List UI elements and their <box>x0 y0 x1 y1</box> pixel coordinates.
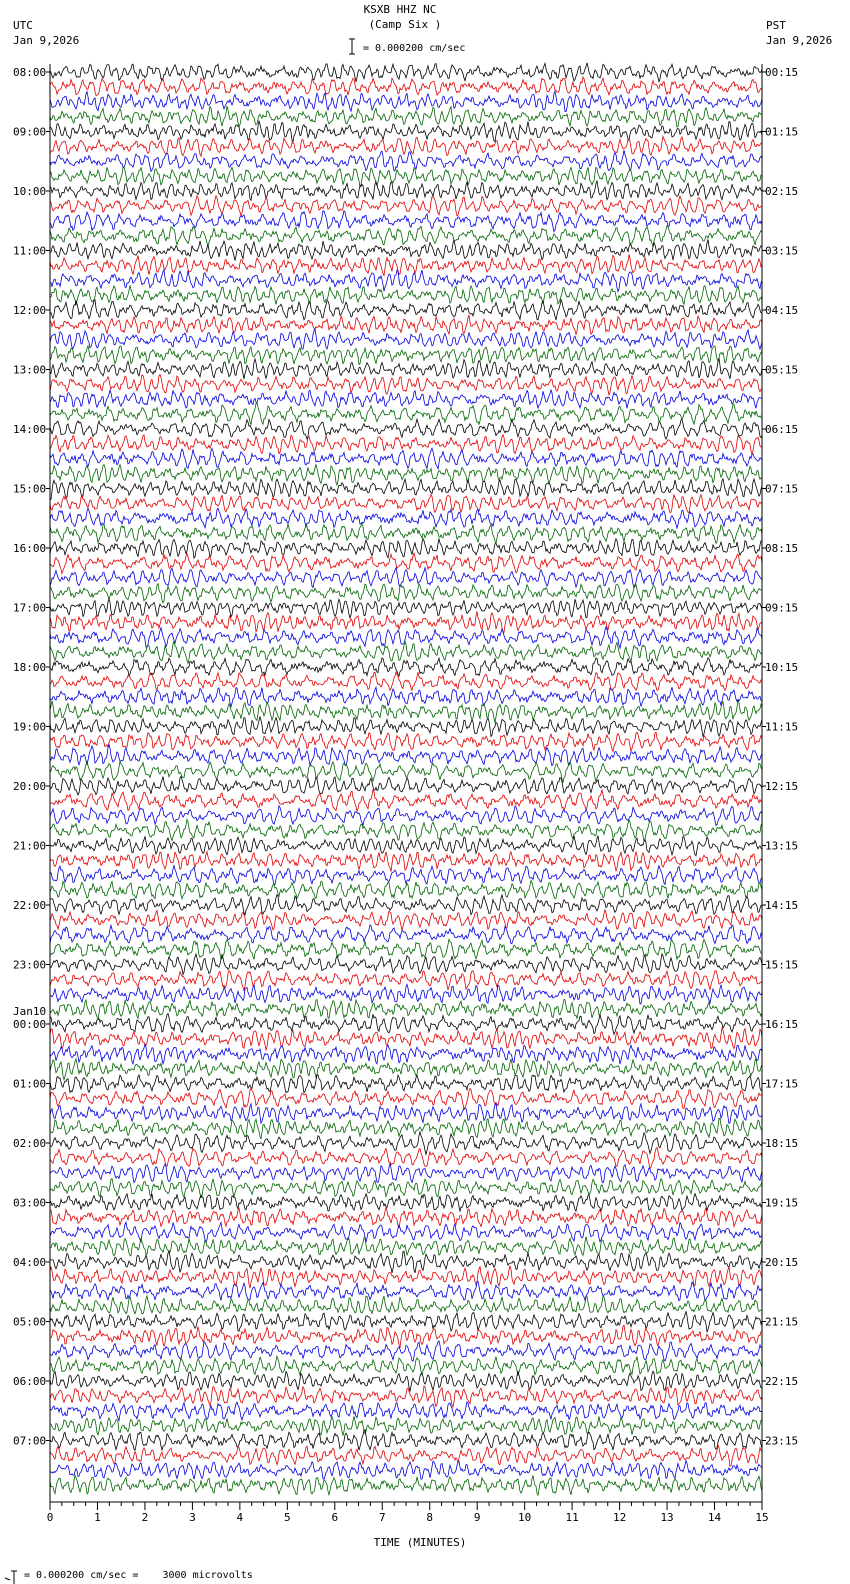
x-tick-label: 14 <box>707 1511 722 1524</box>
utc-hour-label: 07:00 <box>13 1434 47 1448</box>
right-date: Jan 9,2026 <box>766 34 833 47</box>
pst-hour-label: 15:15 <box>765 958 799 972</box>
trace-line <box>50 150 762 171</box>
utc-hour-label: 21:00 <box>13 839 47 853</box>
trace-line <box>50 954 762 975</box>
trace-line <box>50 1208 762 1228</box>
x-tick-label: 0 <box>46 1511 54 1524</box>
pst-hour-label: 03:15 <box>765 244 799 258</box>
trace-line <box>50 1371 762 1391</box>
trace-line <box>50 939 762 959</box>
trace-line <box>50 1416 762 1435</box>
trace-line <box>50 1312 762 1333</box>
utc-hour-label: 17:00 <box>13 601 47 615</box>
trace-line <box>50 315 762 334</box>
utc-hour-label: 11:00 <box>13 244 47 258</box>
trace-line <box>50 1356 762 1375</box>
x-tick-label: 9 <box>473 1511 481 1524</box>
trace-line <box>50 419 762 439</box>
trace-line <box>50 820 762 842</box>
trace-line <box>50 1266 762 1288</box>
trace-line <box>50 254 762 275</box>
trace-line <box>50 1461 762 1480</box>
utc-hour-label: 04:00 <box>13 1256 47 1269</box>
pst-hour-label: 04:15 <box>765 304 799 317</box>
trace-line <box>50 1163 762 1183</box>
pst-hour-label: 06:15 <box>765 423 799 436</box>
x-tick-label: 12 <box>612 1511 627 1524</box>
utc-hour-label: 00:00 <box>13 1018 47 1031</box>
trace-line <box>50 1179 762 1198</box>
trace-line <box>50 761 762 783</box>
pst-hour-label: 09:15 <box>765 601 799 615</box>
trace-line <box>50 836 762 856</box>
station-title: KSXB HHZ NC <box>363 3 437 16</box>
pst-hour-label: 08:15 <box>765 542 799 555</box>
pst-hour-label: 20:15 <box>765 1256 799 1269</box>
x-tick-label: 4 <box>236 1511 244 1524</box>
utc-hour-label: 15:00 <box>13 482 47 496</box>
trace-line <box>50 1194 762 1212</box>
x-tick-label: 15 <box>755 1511 769 1524</box>
x-tick-label: 8 <box>426 1511 434 1524</box>
trace-line <box>50 196 762 217</box>
utc-hour-label: 22:00 <box>13 899 47 912</box>
pst-hour-label: 21:15 <box>765 1315 799 1329</box>
trace-line <box>50 226 762 246</box>
trace-line <box>50 435 762 455</box>
x-tick-label: 5 <box>284 1511 291 1524</box>
trace-line <box>50 539 762 559</box>
trace-line <box>50 479 762 499</box>
trace-line <box>50 658 762 676</box>
right-timezone: PST <box>766 19 786 32</box>
x-tick-label: 3 <box>189 1511 196 1524</box>
scale-text: = 0.000200 cm/sec <box>363 43 466 54</box>
left-timezone: UTC <box>13 19 33 32</box>
x-tick-label: 1 <box>94 1511 101 1524</box>
trace-line <box>50 584 762 603</box>
pst-hour-label: 12:15 <box>765 780 799 793</box>
trace-line <box>50 63 762 82</box>
utc-hour-label: 18:00 <box>13 661 47 674</box>
utc-hour-label: 12:00 <box>13 304 47 317</box>
pst-hour-label: 23:15 <box>765 1434 799 1448</box>
pst-hour-label: 10:15 <box>765 661 799 674</box>
x-tick-label: 11 <box>565 1511 579 1524</box>
calibration-text: = 0.000200 cm/sec = 3000 microvolts <box>24 1570 253 1581</box>
pst-hour-label: 01:15 <box>765 125 799 139</box>
pst-hour-label: 13:15 <box>765 839 799 853</box>
utc-hour-label: 03:00 <box>13 1196 47 1210</box>
trace-line <box>50 91 762 111</box>
trace-line <box>50 523 762 543</box>
utc-hour-label: 09:00 <box>13 125 47 139</box>
utc-hour-label: 01:00 <box>13 1077 47 1091</box>
trace-line <box>50 641 762 664</box>
trace-line <box>50 553 762 573</box>
pst-hour-label: 16:15 <box>765 1018 799 1031</box>
trace-line <box>50 508 762 528</box>
trace-line <box>50 1044 762 1064</box>
trace-line <box>50 999 762 1019</box>
trace-line <box>50 1089 762 1110</box>
trace-line <box>50 745 762 766</box>
pst-hour-label: 00:15 <box>765 66 799 79</box>
trace-line <box>50 1103 762 1124</box>
trace-line <box>50 448 762 468</box>
trace-line <box>50 1445 762 1466</box>
utc-hour-label: 16:00 <box>13 542 47 555</box>
pst-hour-label: 18:15 <box>765 1137 799 1150</box>
trace-line <box>50 300 762 321</box>
trace-line <box>50 1402 762 1421</box>
x-tick-label: 2 <box>141 1511 149 1524</box>
trace-line <box>50 1118 762 1139</box>
utc-hour-label: 20:00 <box>13 780 47 793</box>
x-tick-label: 10 <box>518 1511 532 1524</box>
pst-hour-label: 17:15 <box>765 1077 799 1091</box>
trace-line <box>50 1014 762 1035</box>
scale-bar-icon <box>349 39 355 54</box>
utc-hour-label: 10:00 <box>13 185 47 198</box>
pst-hour-label: 02:15 <box>765 185 799 198</box>
trace-line <box>50 106 762 127</box>
trace-line <box>50 270 762 292</box>
trace-line <box>50 211 762 232</box>
trace-line <box>50 77 762 96</box>
trace-line <box>50 1475 762 1495</box>
x-tick-label: 6 <box>331 1511 339 1524</box>
left-date: Jan 9,2026 <box>13 34 80 47</box>
trace-line <box>50 329 762 349</box>
pst-hour-label: 14:15 <box>765 899 799 912</box>
pst-hour-label: 07:15 <box>765 482 799 496</box>
trace-line <box>50 285 762 305</box>
trace-line <box>50 1075 762 1093</box>
pst-hour-label: 11:15 <box>765 720 799 734</box>
trace-line <box>50 390 762 408</box>
trace-line <box>50 732 762 751</box>
trace-line <box>50 358 762 379</box>
trace-line <box>50 181 762 200</box>
trace-line <box>50 1148 762 1169</box>
trace-line <box>50 790 762 811</box>
utc-hour-label: 06:00 <box>13 1375 47 1388</box>
trace-line <box>50 852 762 872</box>
trace-line <box>50 985 762 1004</box>
trace-line <box>50 1325 762 1347</box>
trace-line <box>50 1281 762 1300</box>
trace-line <box>50 375 762 395</box>
trace-line <box>50 1028 762 1050</box>
trace-line <box>50 346 762 365</box>
trace-line <box>50 1237 762 1256</box>
trace-line <box>50 403 762 425</box>
calibration-bar-icon <box>5 1571 17 1584</box>
x-tick-label: 13 <box>660 1511 674 1524</box>
trace-line <box>50 495 762 513</box>
trace-line <box>50 136 762 156</box>
trace-line <box>50 1386 762 1407</box>
utc-hour-label: 23:00 <box>13 958 47 972</box>
station-location: (Camp Six ) <box>368 18 442 31</box>
trace-line <box>50 1251 762 1273</box>
utc-hour-label: 08:00 <box>13 66 47 79</box>
trace-line <box>50 687 762 707</box>
trace-line <box>50 777 762 796</box>
utc-hour-label: 02:00 <box>13 1137 47 1150</box>
pst-hour-label: 19:15 <box>765 1196 799 1210</box>
trace-line <box>50 599 762 618</box>
trace-line <box>50 806 762 826</box>
utc-hour-label: 13:00 <box>13 363 47 377</box>
trace-line <box>50 925 762 944</box>
utc-hour-label: 14:00 <box>13 423 47 436</box>
trace-line <box>50 910 762 930</box>
x-axis-label: TIME (MINUTES) <box>373 1536 467 1549</box>
trace-line <box>50 121 762 142</box>
day-change-label: Jan10 <box>13 1005 47 1018</box>
pst-hour-label: 22:15 <box>765 1375 799 1388</box>
pst-hour-label: 05:15 <box>765 363 799 377</box>
utc-hour-label: 19:00 <box>13 720 47 734</box>
utc-hour-label: 05:00 <box>13 1315 47 1329</box>
trace-line <box>50 672 762 691</box>
x-tick-label: 7 <box>378 1511 386 1524</box>
trace-line <box>50 1296 762 1314</box>
